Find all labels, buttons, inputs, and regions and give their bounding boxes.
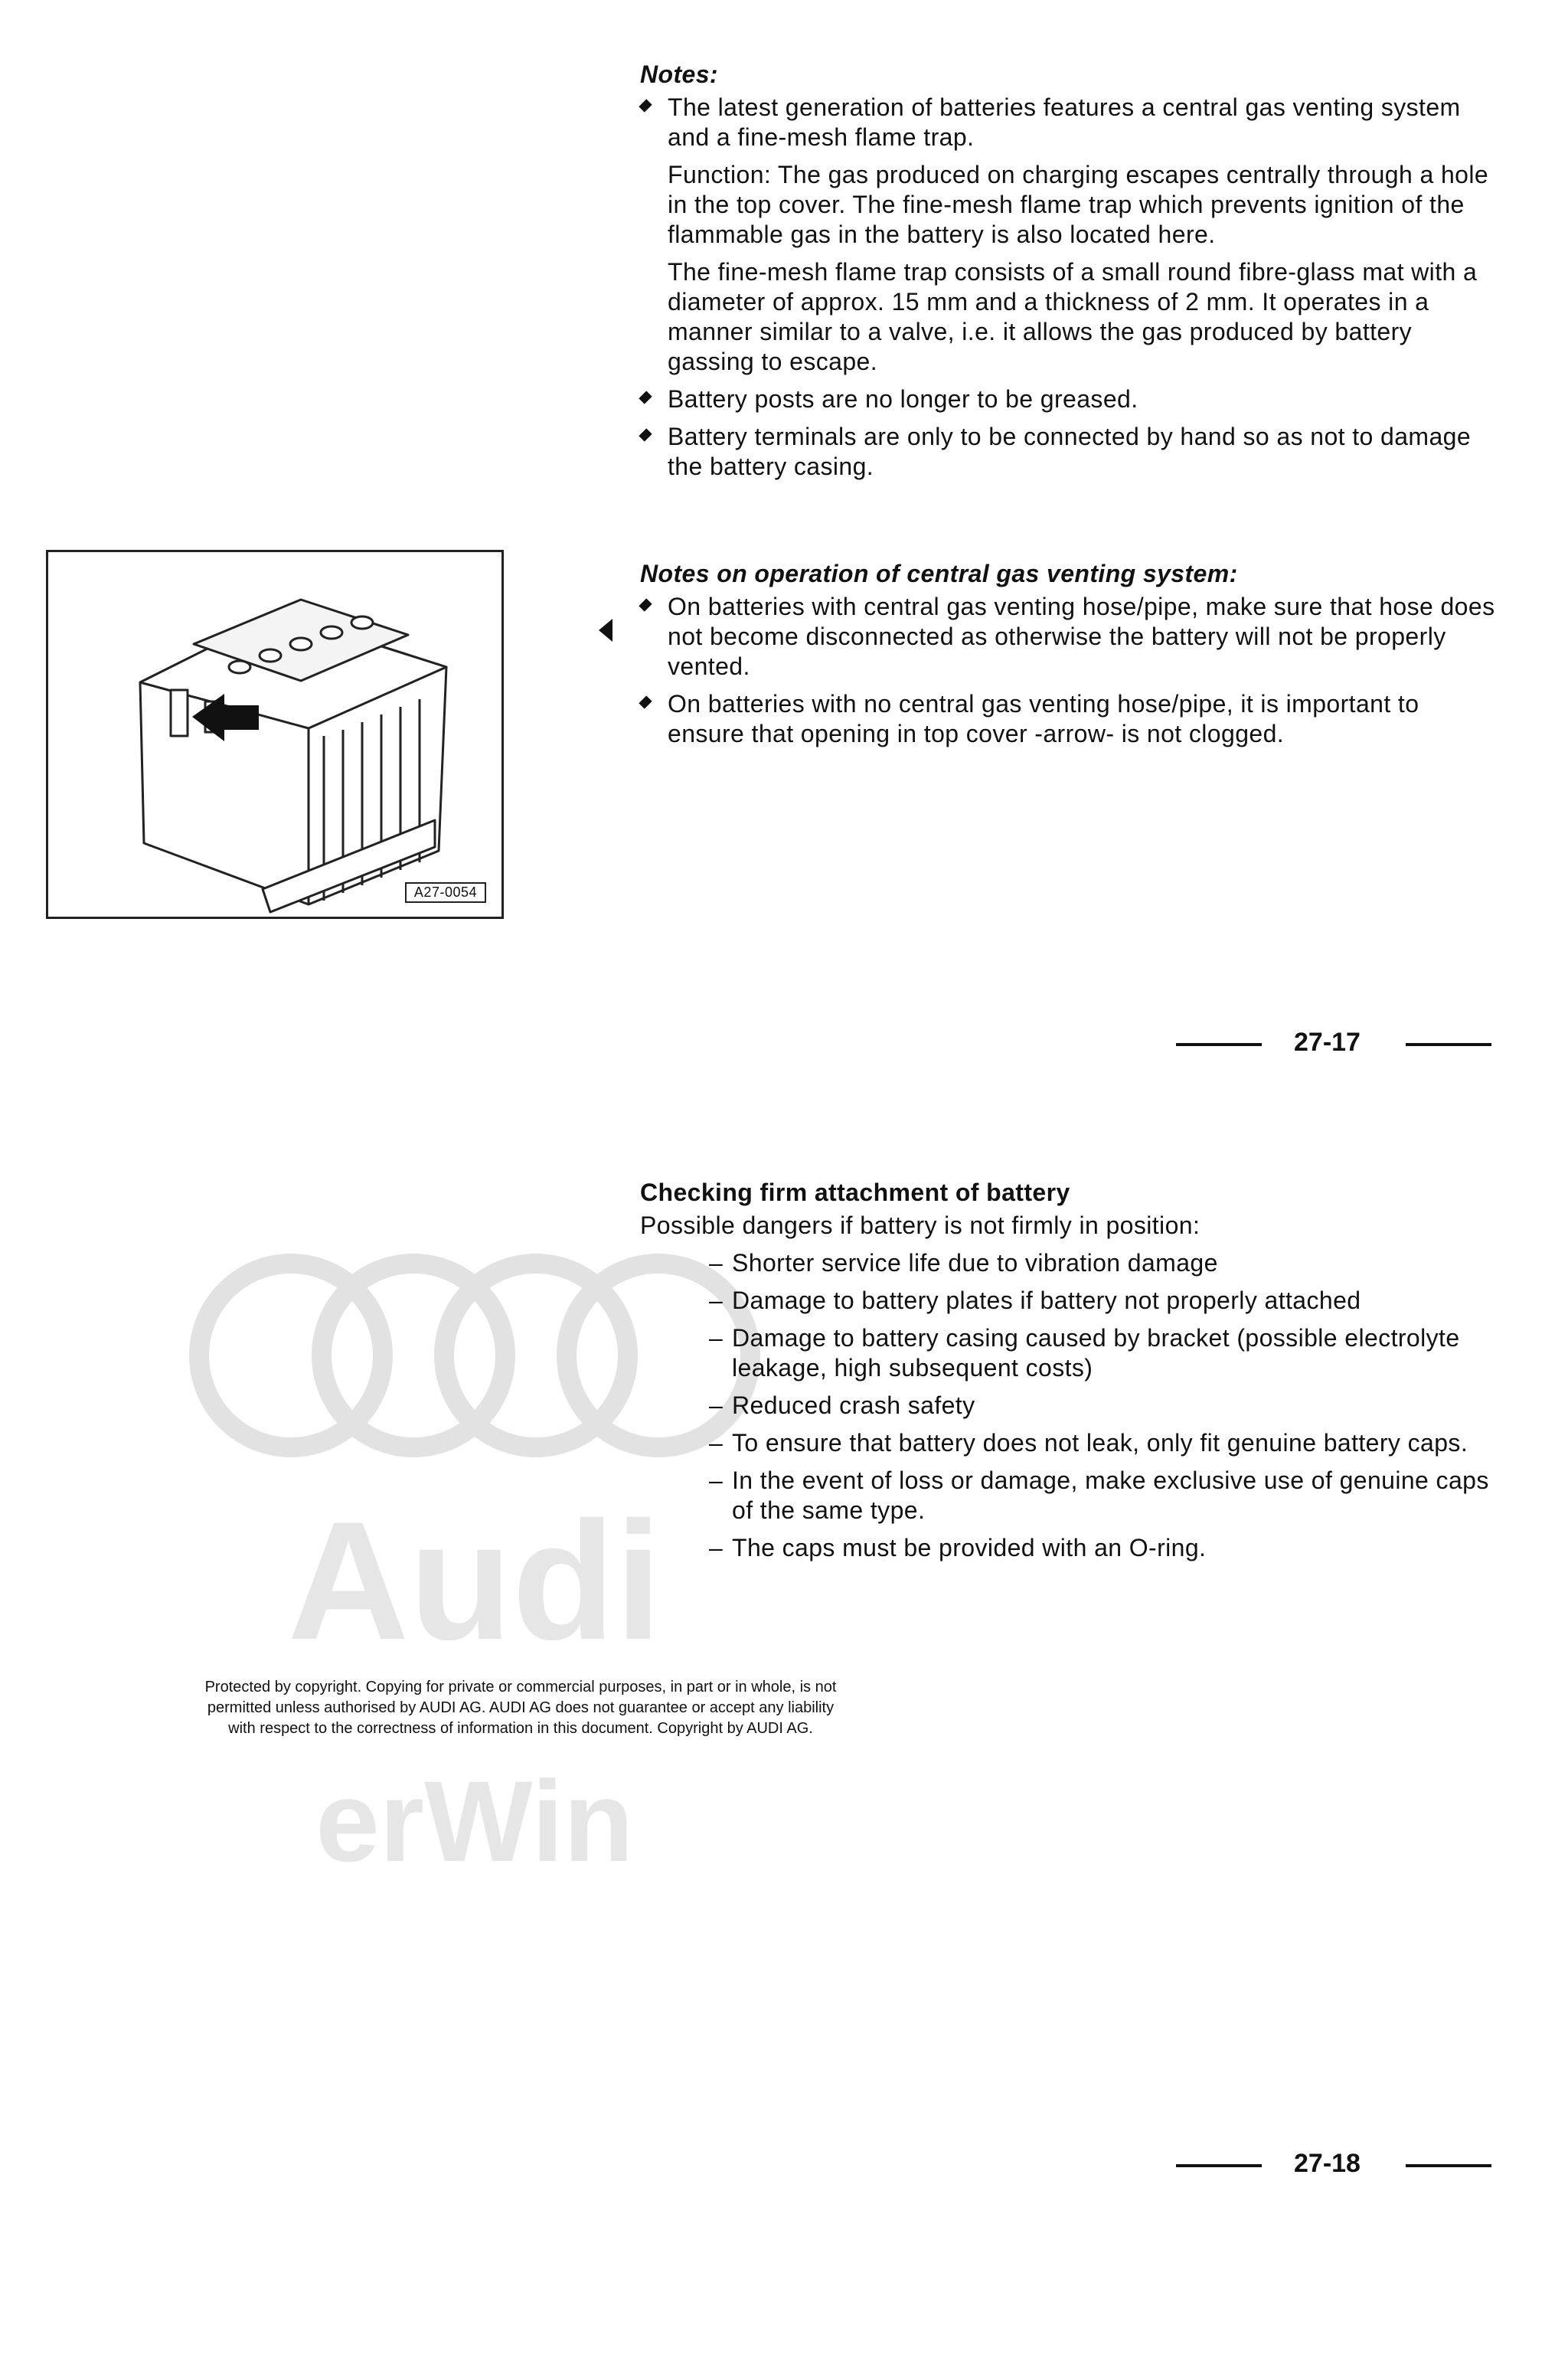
figure-label: A27-0054 — [405, 882, 486, 903]
venting-notes-heading: Notes on operation of central gas venting system: — [640, 560, 1238, 587]
venting-bullet — [640, 689, 1498, 749]
notes-paragraph: The fine-mesh flame trap consists of a small round fibre-glass mat with a diameter of approx. 15 mm and a thickness of 2 mm. It operates in a manner similar to a valve, i.e. it allows the gas produced by battery gassing to escape. — [668, 258, 1478, 375]
page-number: 27-17 — [1294, 1028, 1361, 1057]
diamond-bullet-icon — [639, 391, 652, 404]
attachment-section — [640, 1178, 1498, 1571]
svg-text:Audi: Audi — [287, 1486, 662, 1675]
diamond-bullet-icon — [639, 99, 652, 112]
copyright-notice — [153, 1677, 888, 1739]
copyright-line: permitted unless authorised by AUDI AG. AUDI AG does not guarantee or accept any liability — [207, 1699, 835, 1716]
attachment-heading: Checking firm attachment of battery — [640, 1179, 1070, 1206]
battery-figure — [46, 550, 504, 919]
diamond-bullet-icon — [639, 695, 652, 708]
notes-bullet — [640, 422, 1498, 482]
page-number-rule-right — [1406, 2164, 1491, 2167]
diamond-bullet-icon — [639, 428, 652, 441]
attachment-intro: Possible dangers if battery is not firmly in position: — [640, 1212, 1200, 1239]
page-number-rule-left — [1176, 1043, 1262, 1046]
venting-bullet — [640, 592, 1498, 682]
notes-paragraph: Function: The gas produced on charging escapes centrally through a hole in the top cover. The fine-mesh flame trap which prevents ignition of the flammable gas in the battery is also located here. — [668, 161, 1489, 248]
copyright-line: Protected by copyright. Copying for private or commercial purposes, in part or in whole, is not — [204, 1679, 837, 1695]
list-item: – The caps must be provided with an O-ring. — [709, 1534, 1207, 1561]
page-number: 27-18 — [1294, 2149, 1361, 2178]
list-item: – Reduced crash safety — [709, 1391, 975, 1419]
copyright-line: with respect to the correctness of information in this document. Copyright by AUDI AG. — [228, 1720, 813, 1737]
figure-pointer-icon — [599, 619, 612, 642]
notes-section — [640, 60, 1498, 489]
battery-illustration — [48, 552, 501, 917]
notes-heading: Notes: — [640, 60, 718, 88]
list-item: – In the event of loss or damage, make exclusive use of genuine caps of the same type. — [709, 1467, 1489, 1524]
venting-bullet-text: On batteries with no central gas venting hose/pipe, it is important to ensure that opening in top cover -arrow- is not clogged. — [668, 690, 1419, 747]
svg-text:erWin: erWin — [315, 1757, 634, 1885]
list-item: – To ensure that battery does not leak, only fit genuine battery caps. — [709, 1429, 1468, 1457]
notes-bullet-text: Battery terminals are only to be connected by hand so as not to damage the battery casing. — [668, 423, 1472, 480]
diamond-bullet-icon — [639, 598, 652, 611]
list-item: – Damage to battery casing caused by bracket (possible electrolyte leakage, high subsequent costs) — [709, 1324, 1460, 1382]
list-item: – Shorter service life due to vibration damage — [709, 1249, 1218, 1277]
attachment-list — [640, 1248, 1498, 1563]
page-number-rule-left — [1176, 2164, 1262, 2167]
notes-bullet-text: The latest generation of batteries features a central gas venting system and a fine-mesh flame trap. — [668, 93, 1461, 151]
venting-bullet-text: On batteries with central gas venting hose/pipe, make sure that hose does not become disconnected as otherwise the battery will not be properly vented. — [668, 593, 1495, 680]
notes-bullet-text: Battery posts are no longer to be greased. — [668, 385, 1138, 413]
notes-bullet — [640, 93, 1498, 152]
page-number-rule-right — [1406, 1043, 1491, 1046]
list-item: – Damage to battery plates if battery not properly attached — [709, 1287, 1361, 1314]
notes-bullet — [640, 384, 1498, 414]
venting-notes-section — [640, 559, 1498, 757]
